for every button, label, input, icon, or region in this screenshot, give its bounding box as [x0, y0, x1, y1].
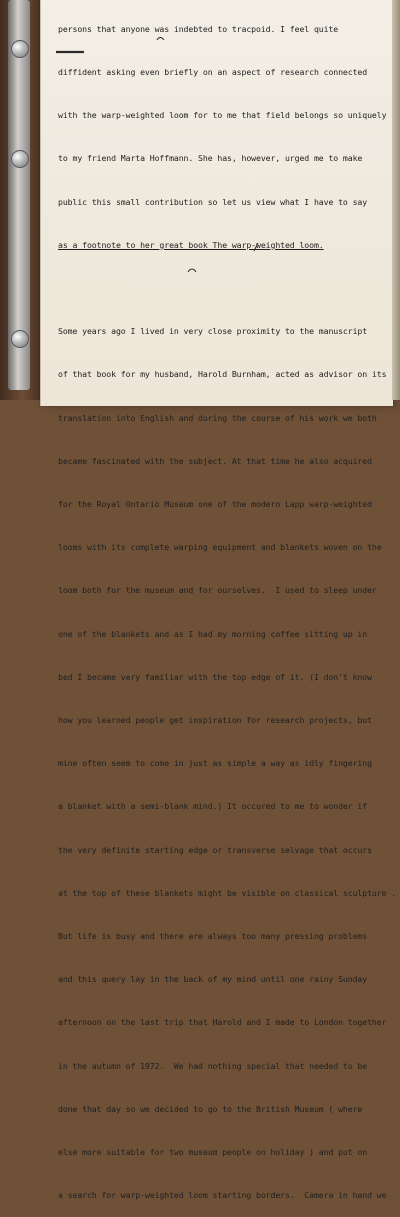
text-line: diffident asking even briefly on an aspect of research connected	[58, 67, 368, 78]
text-line: translation into English and during the course of his work we both	[58, 412, 377, 423]
text-line: with the warp-weighted loom for to me that field belongs so uniquely	[58, 110, 387, 121]
text-line: to my friend Marta Hoffmann. She has, however, urged me to make	[58, 153, 363, 164]
text-line: a search for warp-weighted loom starting borders. Camera in hand we	[58, 1190, 387, 1201]
clip-knob-icon	[11, 330, 29, 348]
text-line: public this small contribution so let us view what I have to say	[58, 196, 368, 207]
text-line: done that day so we decided to go to the British Museum ( where	[58, 1103, 363, 1114]
binder-spine	[0, 0, 41, 400]
text-line: a blanket with a semi-blank mind.) It occured to me to wonder if	[58, 801, 368, 812]
text-line: bed I became very familiar with the top edge of it. (I don't know	[58, 671, 372, 682]
text-line: for the Royal Ontario Museum one of the modern Lapp warp-weighted	[58, 499, 372, 510]
text-line: Some years ago I lived in very close proximity to the manuscript	[58, 326, 368, 337]
text-line: of that book for my husband, Harold Burnham, acted as advisor on its	[58, 369, 387, 380]
clip-knob-icon	[11, 150, 29, 168]
typewritten-text	[58, 0, 398, 1217]
text-line: and this query lay in the back of my mind until one rainy Sunday	[58, 974, 368, 985]
text-line: looms with its complete warping equipment and blankets woven on the	[58, 542, 382, 553]
text-line: persons that anyone was indebted to tracpoid. I feel quite	[58, 23, 339, 34]
clip-knob-icon	[11, 40, 29, 58]
text-line: mine often seem to come in just as simple a way as idly fingering	[58, 758, 372, 769]
book-title-line: as a footnote to her great book The warp-weighted loom.	[58, 239, 324, 250]
text-line: at the top of these blankets might be visible on classical sculpture .	[58, 887, 397, 898]
text-line: loom both for the museum and for ourselves. I used to sleep under	[58, 585, 377, 596]
text-line: became fascinated with the subject. At that time he also acquired	[58, 455, 372, 466]
text-line: in the autumn of 1972. We had nothing special that needed to be	[58, 1060, 368, 1071]
text-line: the very definite starting edge or transverse selvage that occurs	[58, 844, 372, 855]
text-line: But life is busy and there are always too many pressing problems	[58, 931, 368, 942]
text-line: afternoon on the last trip that Harold and I made to London together	[58, 1017, 387, 1028]
blank-line	[58, 281, 398, 295]
text-line: one of the blankets and as I had my morning coffee sitting up in	[58, 628, 368, 639]
text-line: else more suitable for two museum people on holiday ) and put on	[58, 1147, 368, 1158]
text-line: how you learned people get inspiration for research projects, but	[58, 715, 372, 726]
